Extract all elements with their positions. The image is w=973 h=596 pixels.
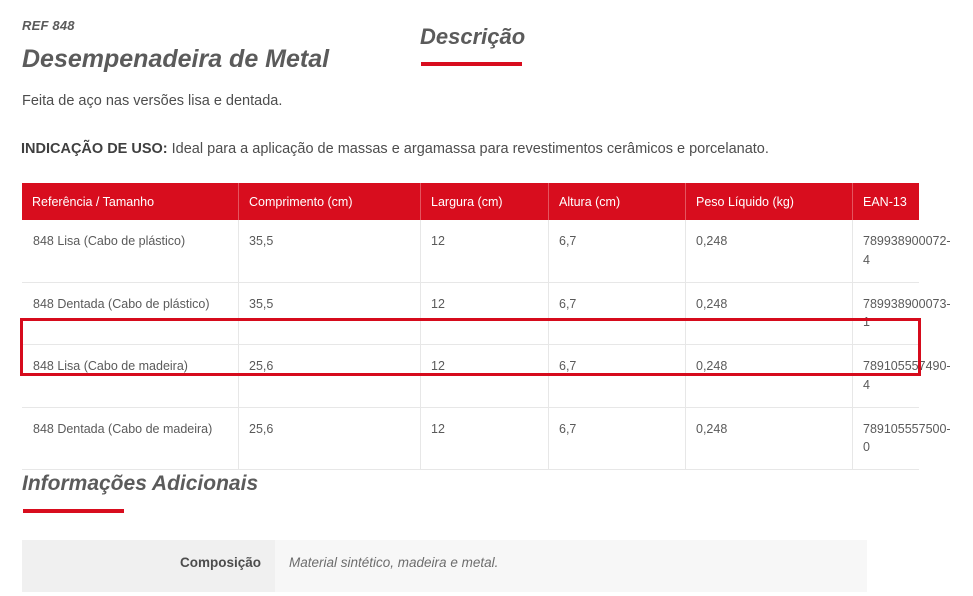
specification-table-container (22, 183, 951, 470)
additional-info-heading-underline (23, 509, 124, 513)
cell-reference: 848 Dentada (Cabo de madeira) (22, 407, 239, 470)
cell-length: 35,5 (239, 282, 421, 345)
table-header-row (22, 183, 919, 220)
column-header-net-weight: Peso Líquido (kg) (686, 183, 853, 220)
additional-info-heading: Informações Adicionais (22, 472, 259, 495)
table-row (22, 407, 919, 470)
cell-height: 6,7 (549, 282, 686, 345)
description-section-heading: Descrição (420, 24, 526, 49)
cell-width: 12 (421, 282, 549, 345)
column-header-length: Comprimento (cm) (239, 183, 421, 220)
cell-reference: 848 Lisa (Cabo de plástico) (22, 220, 239, 282)
description-intro-text: Feita de aço nas versões lisa e dentada. (22, 93, 283, 109)
description-heading-underline (421, 62, 522, 66)
cell-net-weight: 0,248 (686, 282, 853, 345)
column-header-height: Altura (cm) (549, 183, 686, 220)
specification-table-head (22, 183, 919, 220)
cell-net-weight: 0,248 (686, 345, 853, 408)
page-title: Desempenadeira de Metal (22, 45, 330, 73)
product-reference: REF 848 (22, 18, 75, 33)
cell-height: 6,7 (549, 345, 686, 408)
cell-height: 6,7 (549, 220, 686, 282)
usage-indication-line (21, 141, 769, 157)
cell-length: 25,6 (239, 407, 421, 470)
cell-reference: 848 Lisa (Cabo de madeira) (22, 345, 239, 408)
table-row (22, 220, 919, 282)
cell-width: 12 (421, 345, 549, 408)
table-row-highlighted (22, 345, 919, 408)
cell-width: 12 (421, 220, 549, 282)
cell-ean13: 789938900072-4 (853, 220, 920, 282)
usage-indication-label: INDICAÇÃO DE USO: (21, 141, 168, 157)
column-header-width: Largura (cm) (421, 183, 549, 220)
cell-net-weight: 0,248 (686, 407, 853, 470)
cell-height: 6,7 (549, 407, 686, 470)
cell-width: 12 (421, 407, 549, 470)
cell-ean13: 789105557490-4 (853, 345, 920, 408)
cell-length: 35,5 (239, 220, 421, 282)
specification-table-body (22, 220, 951, 470)
cell-length: 25,6 (239, 345, 421, 408)
cell-ean13: 789105557500-0 (853, 407, 920, 470)
cell-reference: 848 Dentada (Cabo de plástico) (22, 282, 239, 345)
cell-ean13: 789938900073-1 (853, 282, 920, 345)
additional-info-table (22, 540, 867, 592)
cell-net-weight: 0,248 (686, 220, 853, 282)
column-header-reference: Referência / Tamanho (22, 183, 239, 220)
usage-indication-text: Ideal para a aplicação de massas e argamassa para revestimentos cerâmicos e porcelanato. (167, 141, 769, 157)
column-header-ean13: EAN-13 (853, 183, 920, 220)
table-row (22, 282, 919, 345)
additional-info-label-composition: Composição (22, 540, 275, 592)
additional-info-value-composition: Material sintético, madeira e metal. (275, 540, 867, 592)
specification-table (22, 183, 951, 470)
